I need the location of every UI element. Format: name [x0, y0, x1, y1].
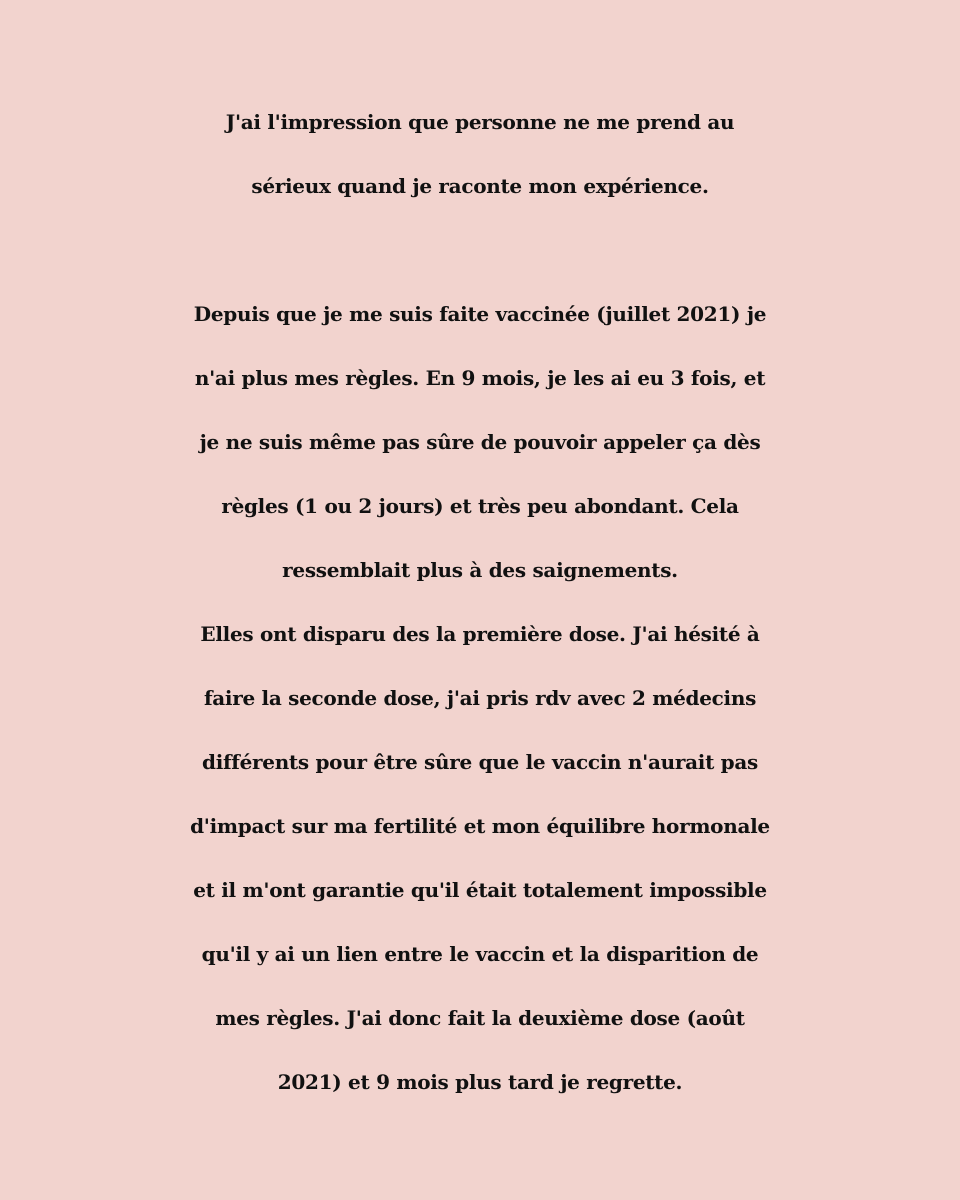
paragraph-spacer — [0, 218, 960, 282]
story-line: je ne suis même pas sûre de pouvoir appeler ça dès — [199, 430, 761, 454]
intro-line: J'ai l'impression que personne ne me prend au — [225, 110, 735, 134]
story-line: ressemblait plus à des saignements. — [282, 558, 678, 582]
story-line: 2021) et 9 mois plus tard je regrette. — [277, 1070, 683, 1094]
story-line: d'impact sur ma fertilité et mon équilibre hormonale — [190, 814, 770, 838]
story-line: différents pour être sûre que le vaccin n'aurait pas — [202, 750, 758, 774]
story-line: qu'il y ai un lien entre le vaccin et la disparition de — [201, 942, 759, 966]
story-line: règles (1 ou 2 jours) et très peu abondant. Cela — [221, 494, 739, 518]
story-line: faire la seconde dose, j'ai pris rdv avec 2 médecins — [203, 686, 757, 710]
story-line: mes règles. J'ai donc fait la deuxième dose (août — [215, 1006, 745, 1030]
story-line: n'ai plus mes règles. En 9 mois, je les ai eu 3 fois, et — [194, 366, 766, 390]
intro-line: sérieux quand je raconte mon expérience. — [251, 174, 709, 198]
story-line: Elles ont disparu des la première dose. J'ai hésité à — [200, 622, 760, 646]
story-line: et il m'ont garantie qu'il était totalement impossible — [193, 878, 767, 902]
testimony-text — [0, 90, 960, 1114]
story-line: Depuis que je me suis faite vaccinée (juillet 2021) je — [193, 302, 767, 326]
